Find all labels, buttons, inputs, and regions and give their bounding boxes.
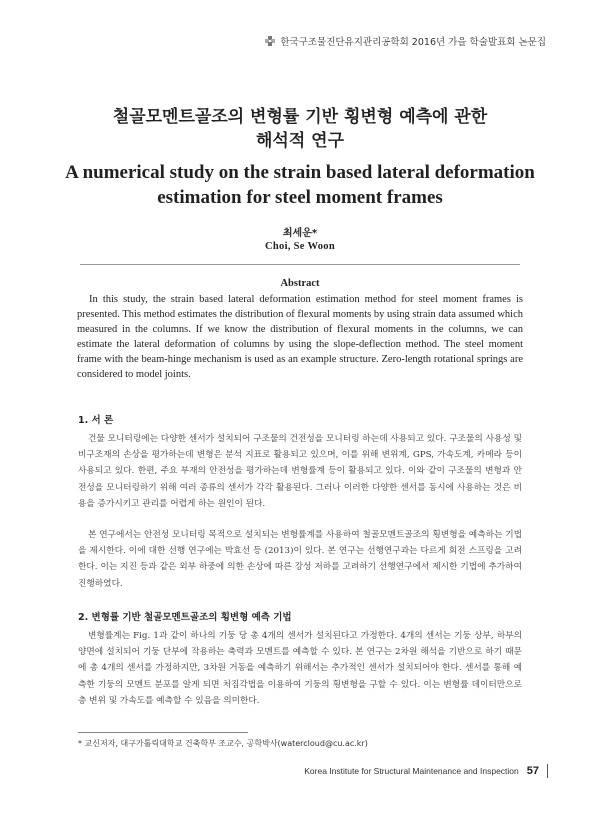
section1-paragraph1: 건물 모니터링에는 다양한 센서가 설치되어 구조물의 건전성을 모니터링 하는데 사용되고 있다. 구조물의 사용성 및 비구조재의 손상을 평가하는데 변형은 분석 지표로 활용되고 있으며, 이를 위해 변위계, GPS, 가속도계, 카메라 등이 사용되고 있다. 한편, 주요 부재의 안전성을 평가하는데 변형률계 등이 활용되고 있다. 이와 같이 구조물의 변형과 안전성을 모니터링하기 위해 여러 종류의 센서가 각각 활용된다. 그러나 이러한 다양한 센서를 동시에 사용하는 것은 비용을 증가시키고 관리를 어렵게 하는 원인이 된다. [78, 434, 522, 509]
section1-heading: 1. 서 론 [78, 415, 114, 426]
korean-title [0, 105, 600, 153]
footer-bar [547, 764, 548, 778]
section1-paragraph2: 본 연구에서는 안전성 모니터링 목적으로 설치되는 변형률계를 사용하여 철골모멘트골조의 횡변형을 예측하는 기법을 제시한다. 이에 대한 선행 연구에는 박효선 등 (2013)이 있다. 본 연구는 선행연구과는 다르게 회전 스프링을 고려한다. 이는 지진 등과 같은 외부 하중에 의한 손상에 따른 강성 저하를 고려하기 선행연구에서 제시한 기법에 추가하여 진행하였다. [78, 530, 522, 589]
page-number: 57 [526, 765, 539, 777]
section2-heading: 2. 변형률 기반 철골모멘트골조의 횡변형 예측 기법 [78, 612, 292, 623]
section2-paragraph1: 변형률계는 Fig. 1과 같이 하나의 기둥 당 총 4개의 센서가 설치된다고 가정한다. 4개의 센서는 기둥 상부, 하부의 양면에 설치되어 기둥 단부에 작용하는 축력과 모멘트를 예측할 수 있다. 본 연구는 2차원 해석을 기반으로 하기 때문에 총 4개의 센서를 가정하지만, 3차원 거동을 예측하기 위해서는 추가적인 센서가 설치되어야 한다. 센서를 통해 예측한 기둥의 모멘트 분포를 알게 되면 처짐각법을 이용하여 기둥의 횡변형을 구할 수 있다. 이는 변형률 데이터만으로 층 변위 및 가속도를 예측할 수 있음을 의미한다. [78, 631, 522, 706]
page-footer [304, 764, 548, 778]
corresponding-author-footnote: * 교신저자, 대구가톨릭대학교 건축학부 조교수, 공학박사(watercloud@cu.ac.kr) [78, 739, 368, 748]
english-title-line2: estimation for steel moment frames [157, 187, 443, 208]
english-title-line1: A numerical study on the strain based lateral deformation [65, 162, 535, 183]
footer-institute: Korea Institute for Structural Maintenance and Inspection [304, 766, 519, 776]
running-header [265, 34, 546, 48]
abstract-heading: Abstract [280, 278, 320, 289]
footnote-divider [78, 732, 248, 733]
abstract-body: In this study, the strain based lateral deformation estimation method for steel moment frames is presented. This method estimates the distribution of flexural moments by using strain data assumed which measured in the columns. If we know the distribution of flexural moments in the columns, we can estimate the lateral deformation of columns by using the slope-deflection method. The steel moment frame with the beam-hinge mechanism is used as an example structure. Zero-length rotational springs are considered to model joints. [77, 294, 523, 380]
abstract-top-divider [80, 264, 520, 265]
journal-logo-icon [265, 36, 275, 46]
korean-title-line2: 해석적 연구 [255, 131, 345, 151]
korean-title-line1: 철골모멘트골조의 변형률 기반 횡변형 예측에 관한 [112, 107, 488, 127]
journal-name: 한국구조물진단유지관리공학회 2016년 가을 학술발표회 논문집 [280, 37, 546, 48]
author-english: Choi, Se Woon [265, 241, 335, 252]
english-title [0, 160, 600, 210]
author-korean: 최세운* [282, 228, 318, 239]
